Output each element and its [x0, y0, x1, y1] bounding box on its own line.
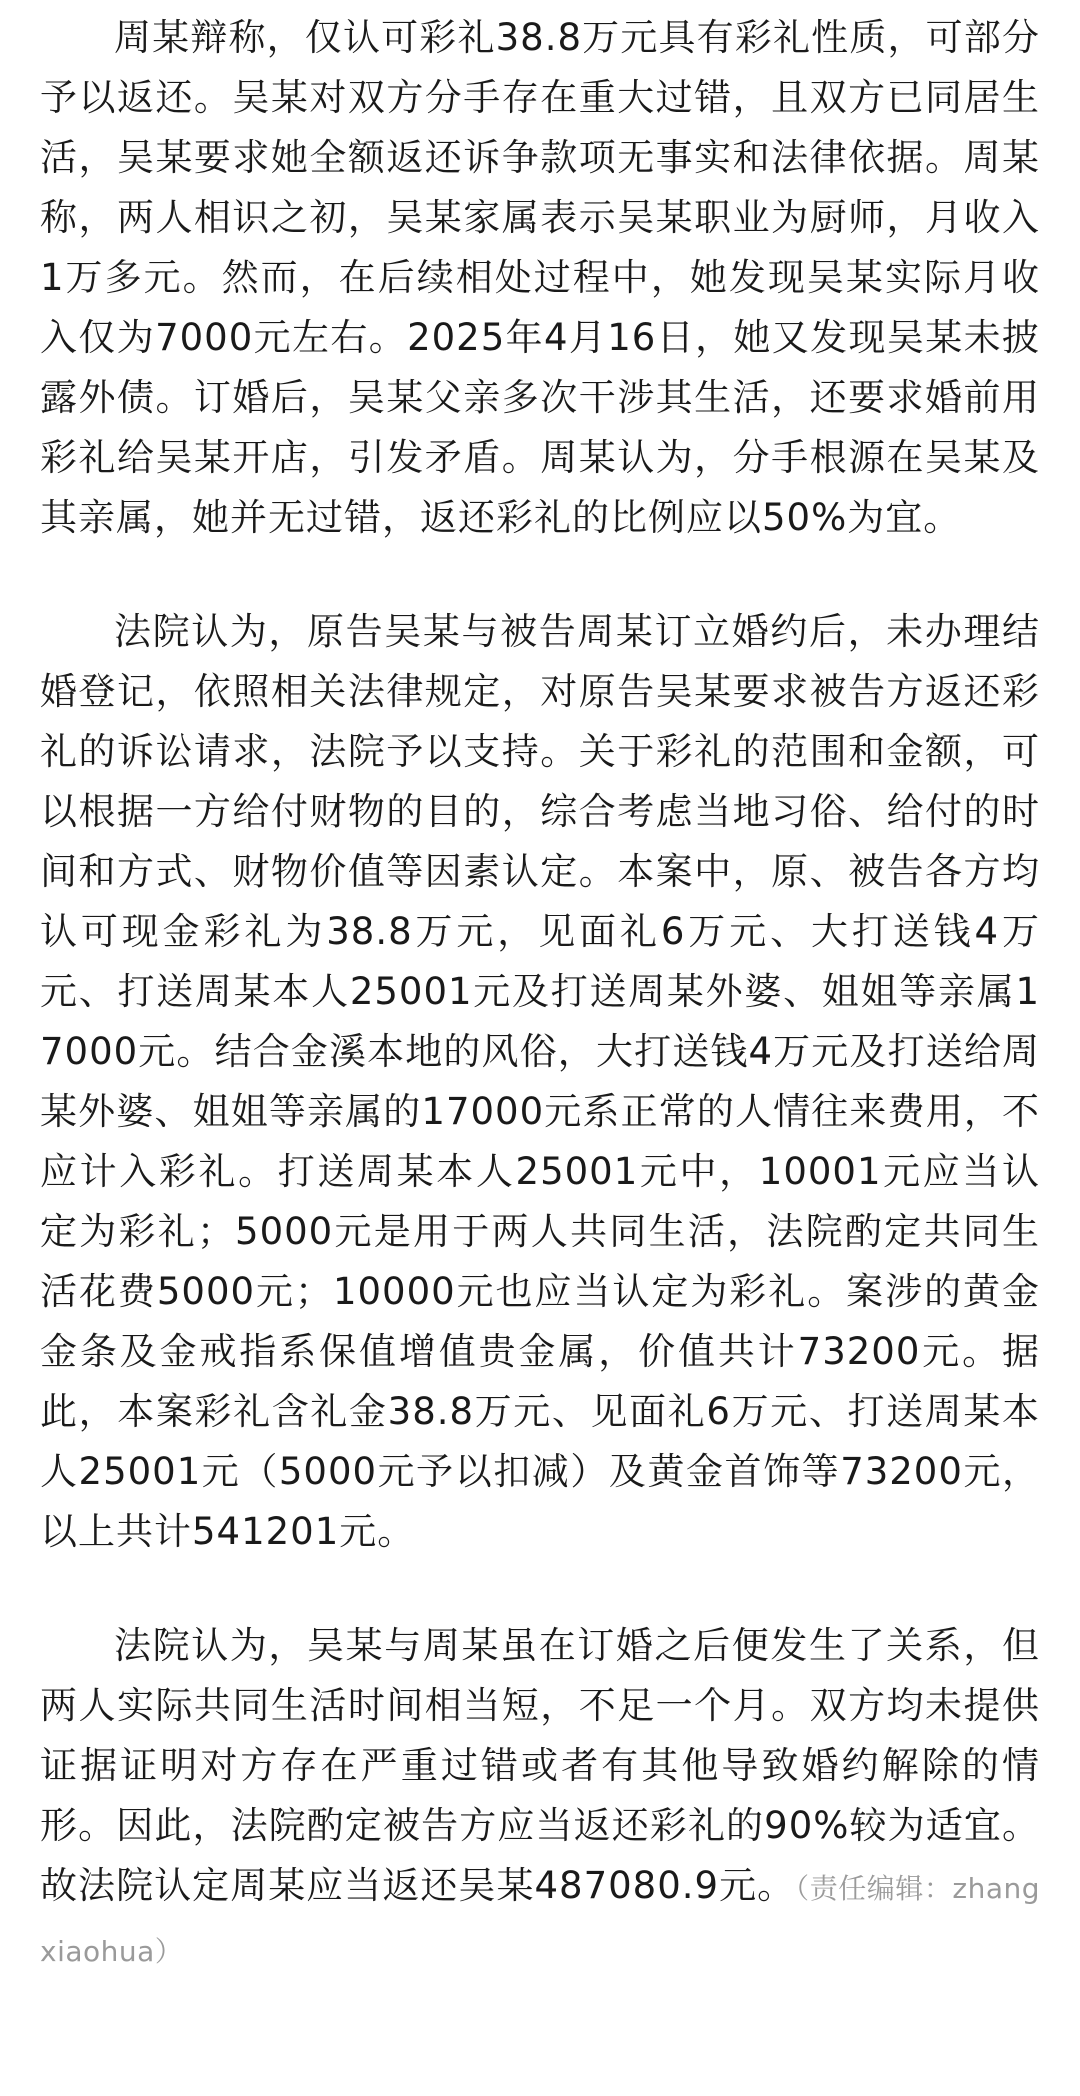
paragraph-court-ruling-return-text: 法院认为，吴某与周某虽在订婚之后便发生了关系，但两人实际共同生活时间相当短，不足一个月。双方均未提供证据证明对方存在严重过错或者有其他导致婚约解除的情形。因此，法院酌定被告方应当返还彩礼的90%较为适宜。故法院认定周某应当返还吴某487080.9元。 — [40, 1624, 1040, 1907]
paragraph-court-ruling-amount: 法院认为，原告吴某与被告周某订立婚约后，未办理结婚登记，依照相关法律规定，对原告吴某要求被告方返还彩礼的诉讼请求，法院予以支持。关于彩礼的范围和金额，可以根据一方给付财物的目的，综合考虑当地习俗、给付的时间和方式、财物价值等因素认定。本案中，原、被告各方均认可现金彩礼为38.8万元，见面礼6万元、大打送钱4万元、打送周某本人25001元及打送周某外婆、姐姐等亲属17000元。结合金溪本地的风俗，大打送钱4万元及打送给周某外婆、姐姐等亲属的17000元系正常的人情往来费用，不应计入彩礼。打送周某本人25001元中，10001元应当认定为彩礼；5000元是用于两人共同生活，法院酌定共同生活花费5000元；10000元也应当认定为彩礼。案涉的黄金金条及金戒指系保值增值贵金属，价值共计73200元。据此，本案彩礼含礼金38.8万元、见面礼6万元、打送周某本人25001元（5000元予以扣减）及黄金首饰等73200元，以上共计541201元。 — [40, 610, 1040, 1553]
paragraph-defense: 周某辩称，仅认可彩礼38.8万元具有彩礼性质，可部分予以返还。吴某对双方分手存在重大过错，且双方已同居生活，吴某要求她全额返还诉争款项无事实和法律依据。周某称，两人相识之初，吴某家属表示吴某职业为厨师，月收入1万多元。然而，在后续相处过程中，她发现吴某实际月收入仅为7000元左右。2025年4月16日，她又发现吴某未披露外债。订婚后，吴某父亲多次干涉其生活，还要求婚前用彩礼给吴某开店，引发矛盾。周某认为，分手根源在吴某及其亲属，她并无过错，返还彩礼的比例应以50%为宜。 — [40, 16, 1040, 539]
paragraph-court-ruling-return — [40, 1616, 1040, 1982]
article-body — [40, 8, 1040, 1982]
editor-note: （责任编辑：zhangxiaohua） — [40, 1872, 1041, 1968]
